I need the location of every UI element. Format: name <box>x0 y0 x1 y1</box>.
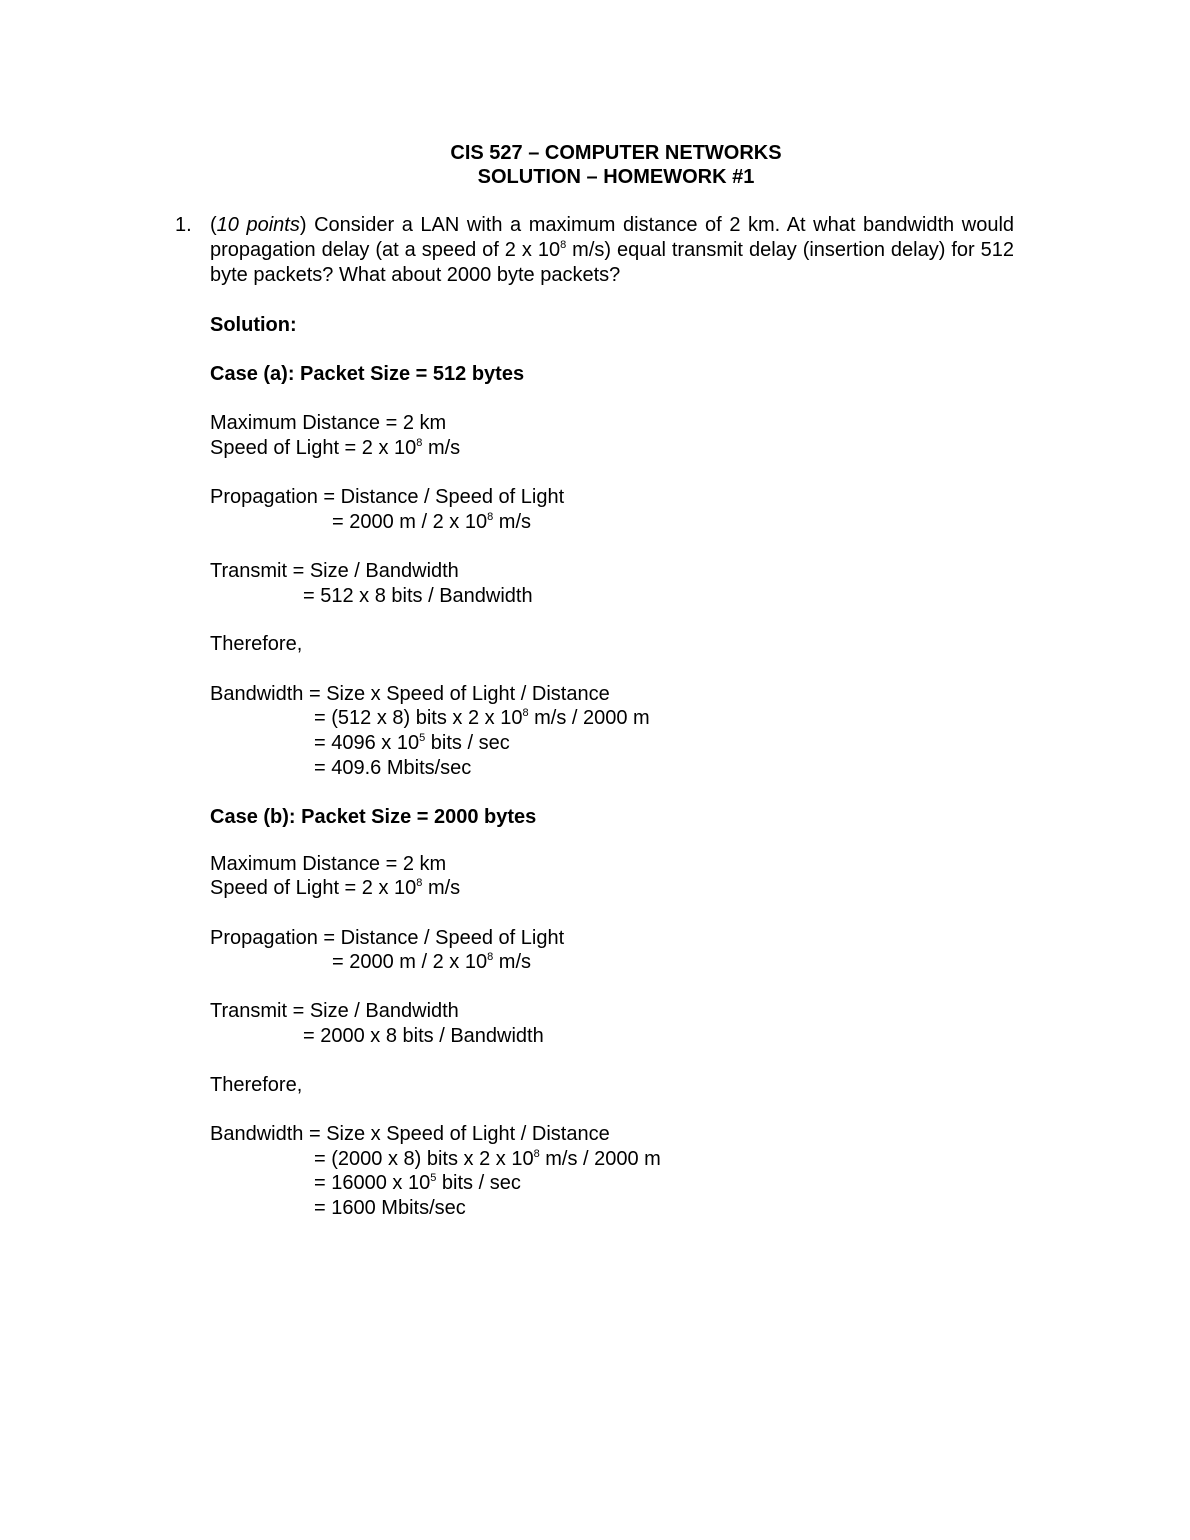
case-b-therefore: Therefore, <box>210 1074 303 1096</box>
question-points: 10 points <box>216 214 300 236</box>
case-b-bandwidth-calc-2 <box>314 1171 521 1196</box>
case-b-max-distance: Maximum Distance = 2 km <box>210 853 447 875</box>
case-a-bw2-post: m/s / 2000 m <box>528 707 650 729</box>
case-b-bw3-pre: = 16000 x 10 <box>314 1172 431 1194</box>
question-text-a: ) Consider a LAN with a maximum distance of 2 km. At what bandwidth would propagation delay (at a speed of 2 x 10 <box>210 214 1015 261</box>
case-a-transmit-calc: = 512 x 8 bits / Bandwidth <box>303 585 533 607</box>
case-a-prop-exp: 8 <box>487 511 494 523</box>
case-a-speed-pre: Speed of Light = 2 x 10 <box>210 437 417 459</box>
case-b-prop-exp: 8 <box>487 951 494 963</box>
case-a-bw2-pre: = (512 x 8) bits x 2 x 10 <box>314 707 523 729</box>
case-a-propagation: Propagation = Distance / Speed of Light <box>210 486 565 508</box>
question-number: 1. <box>175 214 192 236</box>
case-a-bandwidth-calc-2 <box>314 731 510 756</box>
solution-label: Solution: <box>210 314 297 336</box>
case-a-speed <box>210 436 460 461</box>
case-b-bandwidth-calc-1 <box>314 1147 661 1172</box>
case-b-bw2-exp: 8 <box>533 1148 540 1160</box>
case-b-bandwidth: Bandwidth = Size x Speed of Light / Distance <box>210 1123 610 1145</box>
case-a-prop-post: m/s <box>493 511 532 533</box>
case-b-prop-post: m/s <box>493 951 532 973</box>
question-text-b: m/s) equal transmit delay (insertion delay) for 512 byte packets? What about 2000 byte packets? <box>210 239 1014 286</box>
case-a-speed-exp: 8 <box>416 437 423 449</box>
case-b-speed-exp: 8 <box>416 877 423 889</box>
case-b-heading: Case (b): Packet Size = 2000 bytes <box>210 806 537 828</box>
question-text: (10 points) Consider a LAN with a maximum distance of 2 km. At what bandwidth would propagation delay (at a speed of 2 x $10^8$ m/s) equal transmit delay (insertion delay) for 512 byte packets? What about 2000 byte packets? <box>210 214 1015 286</box>
case-a-bandwidth-result: = 409.6 Mbits/sec <box>314 757 472 779</box>
case-a-bandwidth-calc-1 <box>314 706 650 731</box>
case-a-bw2-exp: 8 <box>522 707 529 719</box>
case-b-propagation-calc <box>332 950 531 975</box>
case-b-bw3-exp: 5 <box>430 1172 437 1184</box>
case-a-prop-pre: = 2000 m / 2 x 10 <box>332 511 488 533</box>
case-a-bw3-exp: 5 <box>419 732 426 744</box>
case-b-propagation: Propagation = Distance / Speed of Light <box>210 927 565 949</box>
case-a-therefore: Therefore, <box>210 633 303 655</box>
question-exponent: 8 <box>560 239 567 251</box>
case-b-speed-pre: Speed of Light = 2 x 10 <box>210 877 417 899</box>
case-b-bw3-post: bits / sec <box>436 1172 521 1194</box>
case-b-speed-post: m/s <box>422 877 461 899</box>
case-a-bw3-post: bits / sec <box>425 732 510 754</box>
case-b-transmit-calc: = 2000 x 8 bits / Bandwidth <box>303 1025 544 1047</box>
case-b-prop-pre: = 2000 m / 2 x 10 <box>332 951 488 973</box>
case-b-bw2-pre: = (2000 x 8) bits x 2 x 10 <box>314 1148 534 1170</box>
case-a-speed-post: m/s <box>422 437 461 459</box>
case-a-bw3-pre: = 4096 x 10 <box>314 732 420 754</box>
case-b-bandwidth-result: = 1600 Mbits/sec <box>314 1197 466 1219</box>
case-b-bw2-post: m/s / 2000 m <box>539 1148 661 1170</box>
case-a-max-distance: Maximum Distance = 2 km <box>210 412 447 434</box>
document-subtitle: SOLUTION – HOMEWORK #1 <box>477 166 755 188</box>
case-a-propagation-calc <box>332 510 531 535</box>
case-b-speed <box>210 876 460 901</box>
document-title: CIS 527 – COMPUTER NETWORKS <box>450 142 782 164</box>
case-a-heading: Case (a): Packet Size = 512 bytes <box>210 363 525 385</box>
case-a-transmit: Transmit = Size / Bandwidth <box>210 560 459 582</box>
case-a-bandwidth: Bandwidth = Size x Speed of Light / Distance <box>210 683 610 705</box>
case-b-transmit: Transmit = Size / Bandwidth <box>210 1000 459 1022</box>
